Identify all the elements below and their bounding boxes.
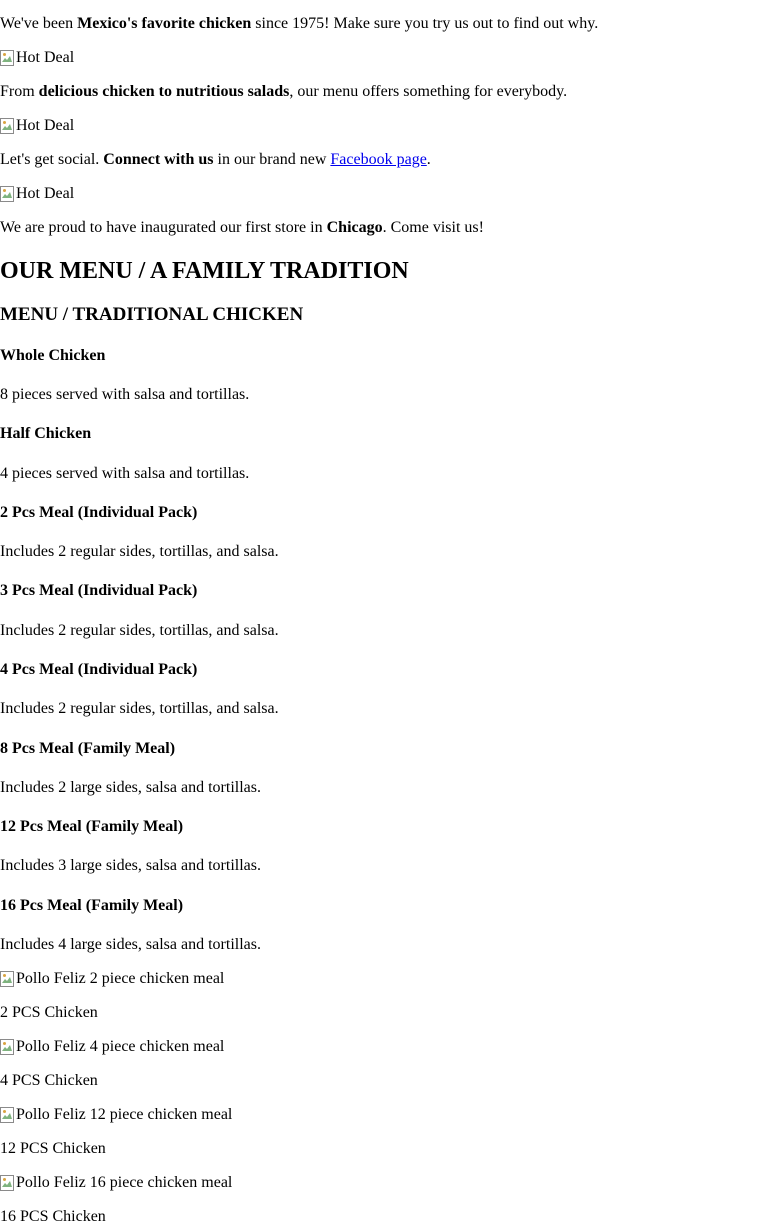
meal-image-4pcs[interactable]: [0, 1038, 224, 1056]
image-alt-text: Pollo Feliz 2 piece chicken meal: [16, 970, 225, 987]
menu-item-name: 3 Pcs Meal (Individual Pack): [0, 582, 198, 599]
image-alt-text: Pollo Feliz 4 piece chicken meal: [16, 1038, 225, 1055]
menu-item-desc: 4 pieces served with salsa and tortillas.: [0, 465, 250, 482]
menu-item-name: 16 Pcs Meal (Family Meal): [0, 897, 184, 914]
hot-deal-image-1[interactable]: [0, 49, 74, 67]
menu-item-name: Whole Chicken: [0, 347, 106, 364]
promo-text-post: . Come visit us!: [382, 219, 484, 236]
facebook-page-link[interactable]: Facebook page: [330, 151, 427, 168]
broken-image-icon: [0, 1175, 14, 1191]
meal-image-12pcs[interactable]: [0, 1106, 232, 1124]
menu-subtitle: MENU / TRADITIONAL CHICKEN: [0, 304, 304, 325]
menu-item-name: Half Chicken: [0, 425, 92, 442]
menu-item-name: 4 Pcs Meal (Individual Pack): [0, 661, 198, 678]
broken-image-icon: [0, 1039, 14, 1055]
promo-text-pre: We are proud to have inaugurated our first store in: [0, 219, 327, 236]
menu-item-desc: Includes 2 regular sides, tortillas, and salsa.: [0, 543, 279, 560]
menu-title: OUR MENU / A FAMILY TRADITION: [0, 258, 409, 284]
meal-caption: 12 PCS Chicken: [0, 1140, 106, 1157]
promo-text-pre: From: [0, 83, 39, 100]
promo-text-post: , our menu offers something for everybody.: [289, 83, 568, 100]
promo-text-bold: Mexico's favorite chicken: [77, 15, 252, 32]
broken-image-icon: [0, 50, 14, 66]
hot-deal-image-2[interactable]: [0, 117, 74, 135]
promo-text-post: .: [426, 151, 431, 168]
meal-image-16pcs[interactable]: [0, 1174, 232, 1192]
menu-item-desc: Includes 3 large sides, salsa and tortillas.: [0, 857, 261, 874]
promo-text-bold: Chicago: [326, 219, 383, 236]
promo-text-pre: Let's get social.: [0, 151, 104, 168]
menu-item-desc: Includes 4 large sides, salsa and tortillas.: [0, 936, 261, 953]
promo-text-2: [0, 83, 567, 101]
promo-text-1: [0, 15, 598, 33]
image-alt-text: Hot Deal: [16, 117, 75, 134]
meal-caption: 16 PCS Chicken: [0, 1208, 106, 1225]
meal-caption: 2 PCS Chicken: [0, 1004, 98, 1021]
broken-image-icon: [0, 1107, 14, 1123]
promo-text-4: [0, 219, 484, 237]
menu-item-desc: 8 pieces served with salsa and tortillas.: [0, 386, 250, 403]
promo-text-3: [0, 151, 431, 169]
meal-image-2pcs[interactable]: [0, 970, 224, 988]
menu-item-desc: Includes 2 large sides, salsa and tortillas.: [0, 779, 261, 796]
image-alt-text: Hot Deal: [16, 49, 75, 66]
menu-item-name: 2 Pcs Meal (Individual Pack): [0, 504, 198, 521]
image-alt-text: Pollo Feliz 12 piece chicken meal: [16, 1106, 233, 1123]
promo-text-mid: in our brand new: [213, 151, 331, 168]
menu-item-name: 8 Pcs Meal (Family Meal): [0, 740, 176, 757]
menu-item-desc: Includes 2 regular sides, tortillas, and salsa.: [0, 622, 279, 639]
promo-text-post: since 1975! Make sure you try us out to find out why.: [251, 15, 599, 32]
menu-item-desc: Includes 2 regular sides, tortillas, and salsa.: [0, 700, 279, 717]
broken-image-icon: [0, 118, 14, 134]
meal-caption: 4 PCS Chicken: [0, 1072, 98, 1089]
image-alt-text: Pollo Feliz 16 piece chicken meal: [16, 1174, 233, 1191]
promo-text-bold: Connect with us: [103, 151, 214, 168]
menu-item-name: 12 Pcs Meal (Family Meal): [0, 818, 184, 835]
promo-text-bold: delicious chicken to nutritious salads: [38, 83, 290, 100]
promo-text-pre: We've been: [0, 15, 78, 32]
image-alt-text: Hot Deal: [16, 185, 75, 202]
hot-deal-image-3[interactable]: [0, 185, 74, 203]
broken-image-icon: [0, 186, 14, 202]
broken-image-icon: [0, 971, 14, 987]
